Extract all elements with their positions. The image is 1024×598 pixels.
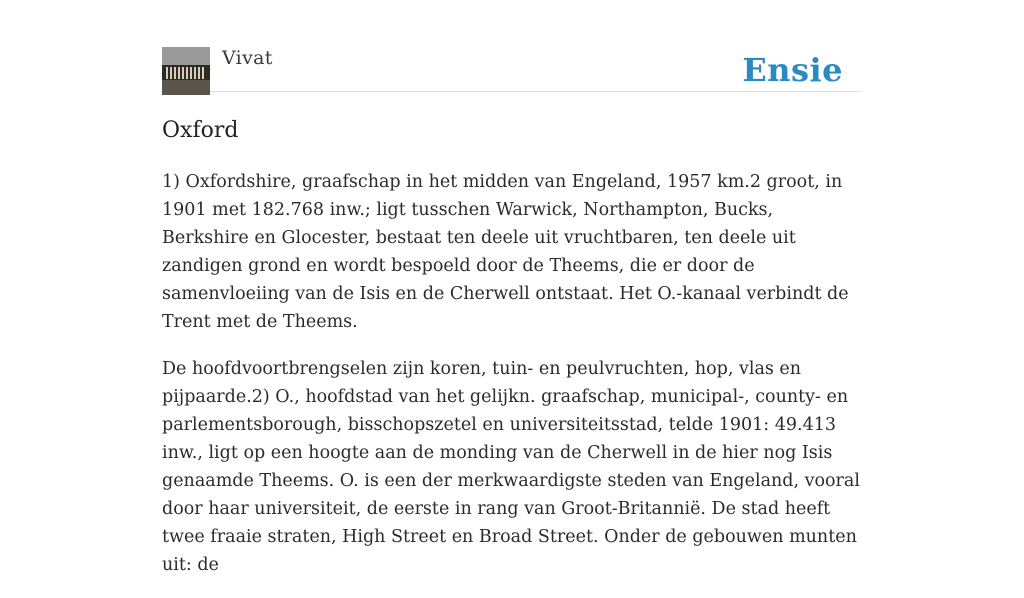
article-body (162, 168, 862, 598)
page-title: Oxford (162, 118, 239, 143)
brand-logo[interactable]: Ensie (742, 51, 843, 89)
article-page (162, 0, 862, 575)
paragraph: 1) Oxfordshire, graafschap in het midden van Engeland, 1957 km.2 groot, in 1901 met 182.768 inw.; ligt tusschen Warwick, Northampton, Bucks, Berkshire en Glocester, bestaat ten deele uit vruchtbaren, ten deele uit zandigen grond en wordt bespoeld door de Theems, die er door de samenvloeiing van de Isis en de Cherwell ontstaat. Het O.-kanaal verbindt de Trent met de Theems. (162, 172, 849, 332)
author-avatar[interactable] (162, 47, 210, 95)
books-shelf-icon (162, 47, 210, 95)
author-name[interactable]: Vivat (222, 47, 273, 69)
paragraph: De hoofdvoortbrengselen zijn koren, tuin- en peulvruchten, hop, vlas en pijpaarde.2) O., hoofdstad van het gelijkn. graafschap, municipal-, county- en parlementsborough, bisschopszetel en universiteitsstad, telde 1901: 49.413 inw., ligt op een hoogte aan de monding van de Cherwell in de hier nog Isis genaamde Theems. O. is een der merkwaardigste steden van Engeland, vooral door haar universiteit, de eerste in rang van Groot-Britannië. De stad heeft twee fraaie straten, High Street en Broad Street. Onder de gebouwen munten uit: de (162, 359, 860, 575)
header (162, 0, 862, 92)
